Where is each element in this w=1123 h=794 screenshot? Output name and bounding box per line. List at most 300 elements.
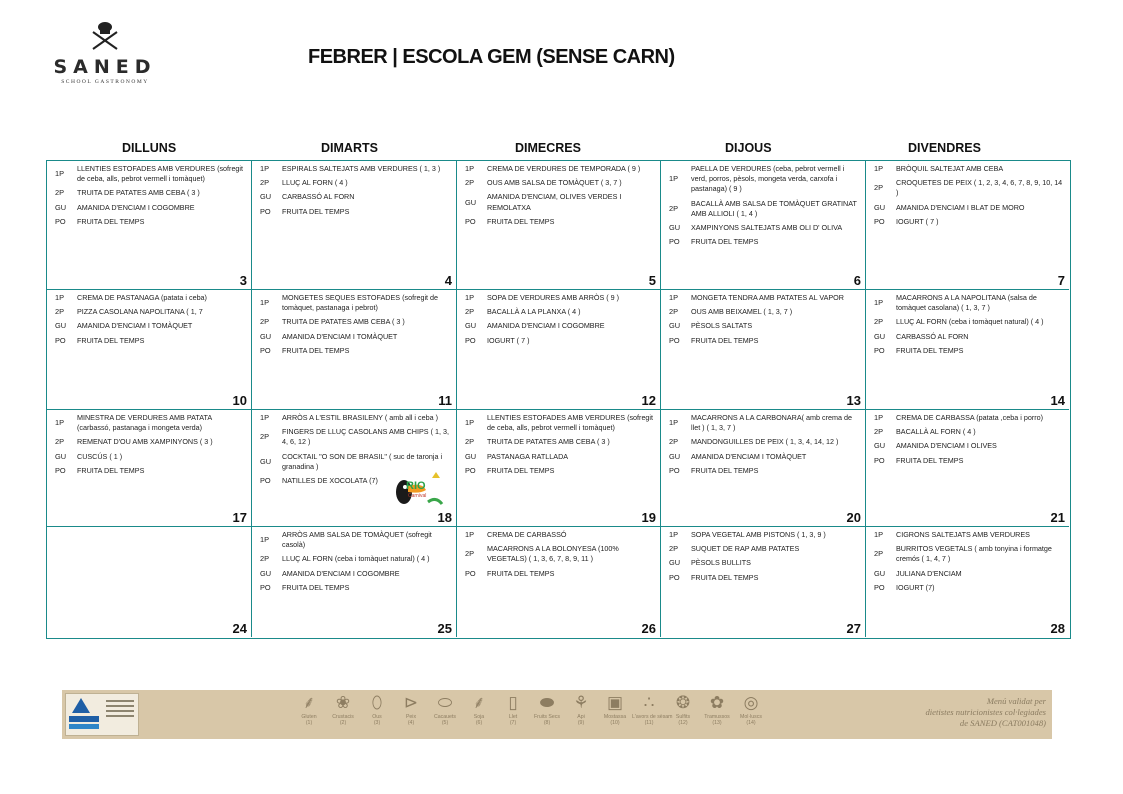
course-code: GU bbox=[874, 568, 886, 578]
allergen-item bbox=[428, 692, 462, 726]
allergen-item bbox=[326, 692, 360, 726]
day-number: 6 bbox=[853, 273, 861, 288]
soy-icon: ⸙ bbox=[472, 693, 486, 712]
dish-name: TRUITA DE PATATES AMB CEBA ( 3 ) bbox=[282, 317, 405, 327]
dish-name: FRUITA DEL TEMPS bbox=[691, 572, 759, 582]
allergen-number: (8) bbox=[543, 720, 551, 726]
allergen-name: Peix bbox=[405, 714, 417, 720]
dish-name: FRUITA DEL TEMPS bbox=[896, 455, 964, 465]
dish-name: BURRITOS VEGETALS ( amb tonyina i formatge cremós ( 1, 4, 7 ) bbox=[896, 544, 1052, 564]
menu-item bbox=[669, 164, 861, 195]
menu-item bbox=[669, 321, 861, 331]
lupin-icon: ✿ bbox=[709, 693, 725, 712]
course-code: 1P bbox=[55, 418, 65, 428]
course-code: GU bbox=[874, 441, 886, 451]
allergen-name: Tramussos bbox=[704, 714, 730, 720]
allergen-name: Mostassa bbox=[603, 714, 627, 720]
day-cell bbox=[866, 161, 1069, 290]
day-cell bbox=[252, 527, 457, 637]
dish-name: MINESTRA DE VERDURES AMB PATATA (carbassó, pastanaga i mongeta verda) bbox=[77, 413, 212, 433]
course-code: 1P bbox=[669, 418, 679, 428]
day-cell bbox=[661, 290, 866, 410]
menu-item bbox=[260, 452, 452, 472]
day-number: 12 bbox=[641, 393, 656, 408]
allergen-item bbox=[292, 692, 326, 726]
allergen-item bbox=[598, 692, 632, 726]
day-number: 7 bbox=[1057, 273, 1065, 288]
menu-item bbox=[465, 192, 656, 212]
course-code: 2P bbox=[465, 307, 475, 317]
allergen-name: Api bbox=[577, 714, 585, 720]
validation-note bbox=[925, 696, 1046, 729]
dish-name: FRUITA DEL TEMPS bbox=[77, 465, 145, 475]
allergen-number: (5) bbox=[441, 720, 449, 726]
dish-name: AMANIDA D'ENCIAM I COGOMBRE bbox=[487, 321, 605, 331]
menu-item bbox=[55, 188, 247, 198]
course-code: 1P bbox=[465, 530, 475, 539]
course-code: 2P bbox=[55, 188, 65, 198]
dish-name: REMENAT D'OU AMB XAMPINYONS ( 3 ) bbox=[77, 437, 213, 447]
course-code: 2P bbox=[260, 178, 270, 188]
day-cell bbox=[457, 410, 661, 527]
menu-item bbox=[669, 413, 861, 433]
course-code: PO bbox=[874, 455, 885, 465]
dish-name: ESPIRALS SALTEJATS AMB VERDURES ( 1, 3 ) bbox=[282, 164, 441, 173]
menu-item bbox=[260, 346, 452, 356]
dish-name: FRUITA DEL TEMPS bbox=[282, 345, 350, 355]
menu-item bbox=[874, 427, 1065, 437]
dish-name: FRUITA DEL TEMPS bbox=[691, 465, 759, 475]
dish-name: AMANIDA D'ENCIAM I COGOMBRE bbox=[282, 568, 400, 578]
dish-name: BRÒQUIL SALTEJAT AMB CEBA bbox=[896, 164, 1004, 173]
menu-item bbox=[260, 207, 452, 217]
saned-logo bbox=[50, 20, 160, 85]
menu-item bbox=[669, 452, 861, 462]
menu-item bbox=[669, 466, 861, 476]
dish-name: TRUITA DE PATATES AMB CEBA ( 3 ) bbox=[77, 188, 200, 198]
dish-name: JULIANA D'ENCIAM bbox=[896, 568, 962, 578]
course-code: 2P bbox=[55, 437, 65, 447]
allergen-name: Fruits Secs bbox=[534, 714, 560, 720]
allergen-number: (13) bbox=[712, 720, 722, 726]
dish-name: IOGURT (7) bbox=[896, 582, 935, 592]
allergen-number: (10) bbox=[610, 720, 620, 726]
course-code: GU bbox=[874, 331, 886, 341]
menu-item bbox=[260, 583, 452, 593]
course-code: GU bbox=[260, 192, 272, 202]
menu-item bbox=[874, 544, 1065, 564]
menu-item bbox=[874, 203, 1065, 213]
dish-name: PAELLA DE VERDURES (ceba, pebrot vermell i verd, porros, pèsols, mongeta verda, carxofa i pastanaga) ( 9 ) bbox=[691, 164, 845, 194]
day-number: 4 bbox=[444, 273, 452, 288]
day-cell bbox=[866, 527, 1069, 637]
dish-name: BACALLÀ A LA PLANXA ( 4 ) bbox=[487, 307, 581, 317]
course-code: 1P bbox=[874, 164, 884, 173]
dish-name: AMANIDA D'ENCIAM I TOMÀQUET bbox=[691, 451, 807, 461]
allergen-name: Cacauets bbox=[434, 714, 456, 720]
dish-name: CREMA DE CARBASSA (patata ,ceba i porro) bbox=[896, 413, 1044, 422]
egg-icon: ⬯ bbox=[371, 693, 383, 712]
carnival-toucan-icon bbox=[392, 472, 444, 512]
course-code: GU bbox=[874, 202, 886, 212]
course-code: 1P bbox=[260, 298, 270, 308]
day-cell bbox=[47, 527, 252, 637]
dish-name: FRUITA DEL TEMPS bbox=[487, 216, 555, 226]
menu-item bbox=[465, 178, 656, 188]
day-number: 24 bbox=[232, 621, 247, 636]
course-code: PO bbox=[874, 345, 885, 355]
menu-item bbox=[260, 427, 452, 447]
day-number: 5 bbox=[648, 273, 656, 288]
day-number: 18 bbox=[437, 510, 452, 525]
dish-name: CIGRONS SALTEJATS AMB VERDURES bbox=[896, 530, 1030, 539]
dish-name: TRUITA DE PATATES AMB CEBA ( 3 ) bbox=[487, 437, 610, 447]
allergen-number: (7) bbox=[509, 720, 517, 726]
dish-name: CROQUETES DE PEIX ( 1, 2, 3, 4, 6, 7, 8, 9, 10, 14 ) bbox=[896, 178, 1063, 198]
menu-item bbox=[874, 332, 1065, 342]
course-code: PO bbox=[465, 465, 476, 475]
mustard-icon: ▣ bbox=[606, 693, 624, 712]
dish-name: AMANIDA D'ENCIAM I TOMÀQUET bbox=[282, 331, 398, 341]
course-code: PO bbox=[669, 335, 680, 345]
course-code: 2P bbox=[260, 432, 270, 442]
dish-name: FRUITA DEL TEMPS bbox=[282, 206, 350, 216]
course-code: GU bbox=[669, 223, 681, 233]
menu-item bbox=[465, 336, 656, 346]
menu-calendar-grid bbox=[46, 160, 1071, 639]
menu-item bbox=[55, 321, 247, 331]
course-code: PO bbox=[260, 206, 271, 216]
dish-name: FRUITA DEL TEMPS bbox=[896, 345, 964, 355]
dish-name: SUQUET DE RAP AMB PATATES bbox=[691, 544, 800, 554]
dish-name: ARRÒS AMB SALSA DE TOMÀQUET (sofregit casolà) bbox=[282, 530, 432, 550]
dish-name: IOGURT ( 7 ) bbox=[896, 216, 939, 226]
carnival-label: RIO bbox=[406, 480, 426, 492]
course-code: GU bbox=[260, 568, 272, 578]
certification-triangle-icon bbox=[72, 698, 90, 713]
sulphite-icon: ❂ bbox=[675, 693, 691, 712]
day-header-thursday: DIJOUS bbox=[725, 141, 772, 155]
course-code: 2P bbox=[465, 437, 475, 447]
validation-line: dietistes nutricionistes col·legiades bbox=[925, 707, 1046, 717]
course-code: PO bbox=[260, 476, 271, 486]
dish-name: AMANIDA D'ENCIAM I BLAT DE MORO bbox=[896, 202, 1025, 212]
course-code: GU bbox=[669, 321, 681, 331]
allergen-name: Soja bbox=[473, 714, 485, 720]
course-code: 2P bbox=[465, 178, 475, 188]
dish-name: MANDONGUILLES DE PEIX ( 1, 3, 4, 14, 12 ) bbox=[691, 437, 839, 447]
menu-item bbox=[669, 293, 861, 303]
course-code: PO bbox=[55, 216, 66, 226]
course-code: PO bbox=[669, 237, 680, 247]
dish-name: MONGETES SEQUES ESTOFADES (sofregit de tomàquet, pastanaga i pebrot) bbox=[282, 293, 439, 313]
dish-name: LLUÇ AL FORN (ceba i tomàquet natural) ( 4 ) bbox=[282, 554, 430, 564]
menu-item bbox=[260, 530, 452, 550]
celery-icon: ⚘ bbox=[573, 693, 589, 712]
menu-item bbox=[874, 413, 1065, 423]
dish-name: FRUITA DEL TEMPS bbox=[487, 465, 555, 475]
course-code: GU bbox=[669, 451, 681, 461]
dish-name: BACALLÀ AMB SALSA DE TOMÀQUET GRATINAT AMB ALLIOLI ( 1, 4 ) bbox=[691, 198, 857, 218]
milk-icon: ▯ bbox=[508, 693, 518, 712]
allergen-number: (11) bbox=[644, 720, 654, 726]
allergen-item bbox=[530, 692, 564, 726]
course-code: 2P bbox=[465, 549, 475, 559]
dish-name: CARBASSÓ AL FORN bbox=[896, 331, 969, 341]
allergen-number: (2) bbox=[339, 720, 347, 726]
allergen-item bbox=[632, 692, 673, 726]
dish-name: IOGURT ( 7 ) bbox=[487, 335, 530, 345]
day-cell bbox=[661, 527, 866, 637]
day-cell bbox=[252, 290, 457, 410]
dish-name: SOPA VEGETAL AMB PISTONS ( 1, 3, 9 ) bbox=[691, 530, 826, 539]
course-code: 1P bbox=[874, 530, 884, 539]
day-header-wednesday: DIMECRES bbox=[515, 141, 581, 155]
dish-name: LLUÇ AL FORN (ceba i tomàquet natural) ( 4 ) bbox=[896, 317, 1044, 327]
course-code: 2P bbox=[874, 549, 884, 559]
day-number: 10 bbox=[232, 393, 247, 408]
day-cell bbox=[661, 410, 866, 527]
menu-item bbox=[874, 569, 1065, 579]
menu-item bbox=[874, 217, 1065, 227]
day-number: 19 bbox=[641, 510, 656, 525]
menu-item bbox=[55, 466, 247, 476]
menu-item bbox=[874, 583, 1065, 593]
allergen-number: (3) bbox=[373, 720, 381, 726]
day-number: 14 bbox=[1050, 393, 1065, 408]
allergen-number: (4) bbox=[407, 720, 415, 726]
course-code: 1P bbox=[260, 535, 270, 545]
menu-item bbox=[260, 293, 452, 313]
dish-name: FRUITA DEL TEMPS bbox=[77, 335, 145, 345]
menu-item bbox=[874, 456, 1065, 466]
course-code: GU bbox=[465, 321, 477, 331]
menu-item bbox=[874, 164, 1065, 174]
menu-item bbox=[260, 332, 452, 342]
page-title: FEBRER | ESCOLA GEM (SENSE CARN) bbox=[308, 46, 675, 68]
allergen-name: Llet bbox=[508, 714, 518, 720]
course-code: 1P bbox=[669, 293, 679, 302]
course-code: 1P bbox=[874, 298, 884, 308]
course-code: 1P bbox=[874, 413, 884, 422]
course-code: GU bbox=[465, 197, 477, 207]
menu-item bbox=[465, 569, 656, 579]
mollusc-icon: ◎ bbox=[743, 693, 759, 712]
course-code: 1P bbox=[669, 530, 679, 539]
dish-name: AMANIDA D'ENCIAM I TOMÀQUET bbox=[77, 321, 193, 331]
course-code: 2P bbox=[874, 183, 884, 193]
menu-item bbox=[874, 441, 1065, 451]
day-header-monday: DILLUNS bbox=[122, 141, 177, 155]
allergen-item bbox=[700, 692, 734, 726]
course-code: 1P bbox=[55, 293, 65, 302]
dish-name: PÈSOLS SALTATS bbox=[691, 321, 753, 331]
day-number: 20 bbox=[846, 510, 861, 525]
menu-item bbox=[55, 217, 247, 227]
course-code: PO bbox=[260, 345, 271, 355]
course-code: 2P bbox=[669, 203, 679, 213]
allergen-legend bbox=[292, 692, 768, 726]
allergen-item bbox=[394, 692, 428, 726]
day-cell bbox=[866, 290, 1069, 410]
dish-name: AMANIDA D'ENCIAM I OLIVES bbox=[896, 441, 997, 451]
validation-line: Menú validat per bbox=[986, 696, 1046, 706]
course-code: 1P bbox=[465, 293, 475, 302]
dish-name: CARBASSÓ AL FORN bbox=[282, 192, 355, 202]
course-code: 2P bbox=[669, 307, 679, 317]
dish-name: LLENTIES ESTOFADES AMB VERDURES (sofregit de ceba, alls, pebrot vermell i tomàquet) bbox=[77, 164, 244, 184]
course-code: PO bbox=[465, 568, 476, 578]
dish-name: CUSCÚS ( 1 ) bbox=[77, 451, 123, 461]
menu-item bbox=[465, 217, 656, 227]
menu-item bbox=[669, 336, 861, 346]
day-header-tuesday: DIMARTS bbox=[321, 141, 378, 155]
menu-item bbox=[669, 237, 861, 247]
menu-item bbox=[260, 554, 452, 564]
menu-item bbox=[669, 307, 861, 317]
menu-item bbox=[260, 164, 452, 174]
allergen-name: Sulfits bbox=[675, 714, 691, 720]
dish-name: MACARRONS A LA CARBONARA( amb crema de llet ) ( 1, 3, 7 ) bbox=[691, 413, 852, 433]
menu-item bbox=[465, 307, 656, 317]
course-code: GU bbox=[55, 202, 67, 212]
course-code: PO bbox=[669, 465, 680, 475]
allergen-item bbox=[462, 692, 496, 726]
chef-hat-icon bbox=[50, 20, 160, 54]
menu-item bbox=[874, 178, 1065, 198]
dish-name: MONGETA TENDRA AMB PATATES AL VAPOR bbox=[691, 293, 844, 302]
course-code: 2P bbox=[669, 544, 679, 554]
menu-item bbox=[55, 293, 247, 303]
day-header-friday: DIVENDRES bbox=[908, 141, 981, 155]
dish-name: LLUÇ AL FORN ( 4 ) bbox=[282, 178, 348, 188]
allergen-name: Ous bbox=[372, 714, 382, 720]
course-code: PO bbox=[874, 216, 885, 226]
dish-name: COCKTAIL "O SON DE BRASIL" ( suc de taronja i granadina ) bbox=[282, 451, 443, 471]
menu-item bbox=[55, 307, 247, 317]
menu-item bbox=[669, 223, 861, 233]
course-code: GU bbox=[260, 456, 272, 466]
menu-item bbox=[874, 530, 1065, 540]
logo-tagline: SCHOOL GASTRONOMY bbox=[61, 79, 149, 85]
menu-item bbox=[669, 437, 861, 447]
allergen-number: (1) bbox=[305, 720, 313, 726]
course-code: PO bbox=[465, 335, 476, 345]
menu-item bbox=[55, 336, 247, 346]
course-code: 2P bbox=[260, 554, 270, 564]
course-code: PO bbox=[260, 582, 271, 592]
dish-name: MACARRONS A LA BOLONYESA (100% VEGETALS) ( 1, 3, 6, 7, 8, 9, 11 ) bbox=[487, 544, 619, 564]
dish-name: AMANIDA D'ENCIAM, OLIVES VERDES I REMOLATXA bbox=[487, 192, 622, 212]
sesame-icon: ∴ bbox=[643, 693, 655, 712]
day-cell bbox=[47, 410, 252, 527]
menu-item bbox=[465, 413, 656, 433]
allergen-item bbox=[496, 692, 530, 726]
course-code: 2P bbox=[874, 317, 884, 327]
course-code: GU bbox=[260, 331, 272, 341]
dish-name: FRUITA DEL TEMPS bbox=[77, 216, 145, 226]
certification-badge bbox=[65, 693, 139, 736]
menu-item bbox=[465, 452, 656, 462]
menu-item bbox=[260, 192, 452, 202]
menu-item bbox=[874, 346, 1065, 356]
menu-item bbox=[55, 437, 247, 447]
course-code: GU bbox=[669, 558, 681, 568]
dish-name: FRUITA DEL TEMPS bbox=[691, 335, 759, 345]
day-cell bbox=[47, 290, 252, 410]
logo-brand: SANED bbox=[53, 56, 157, 78]
day-cell bbox=[252, 161, 457, 290]
allergen-item bbox=[666, 692, 700, 726]
dish-name: FRUITA DEL TEMPS bbox=[691, 237, 759, 247]
day-number: 28 bbox=[1050, 621, 1065, 636]
dish-name: CREMA DE PASTANAGA (patata i ceba) bbox=[77, 293, 207, 302]
dish-name: LLENTIES ESTOFADES AMB VERDURES (sofregit de ceba, alls, pebrot vermell i tomàquet) bbox=[487, 413, 654, 433]
course-code: GU bbox=[55, 321, 67, 331]
course-code: 1P bbox=[260, 164, 270, 173]
dish-name: OUS AMB SALSA DE TOMÀQUET ( 3, 7 ) bbox=[487, 178, 622, 188]
day-number: 27 bbox=[846, 621, 861, 636]
course-code: PO bbox=[874, 582, 885, 592]
allergen-name: Crustacis bbox=[332, 714, 354, 720]
day-number: 25 bbox=[437, 621, 452, 636]
course-code: PO bbox=[669, 572, 680, 582]
dish-name: AMANIDA D'ENCIAM I COGOMBRE bbox=[77, 202, 195, 212]
allergen-item bbox=[564, 692, 598, 726]
day-cell bbox=[457, 527, 661, 637]
dish-name: CREMA DE CARBASSÓ bbox=[487, 530, 567, 539]
day-number: 21 bbox=[1050, 510, 1065, 525]
allergen-item bbox=[734, 692, 768, 726]
menu-item bbox=[260, 413, 452, 423]
course-code: 2P bbox=[260, 317, 270, 327]
day-number: 17 bbox=[232, 510, 247, 525]
menu-item bbox=[260, 178, 452, 188]
day-cell bbox=[457, 161, 661, 290]
menu-item bbox=[669, 544, 861, 554]
dish-name: PASTANAGA RATLLADA bbox=[487, 451, 569, 461]
day-cell bbox=[457, 290, 661, 410]
wheat-icon: ⸙ bbox=[302, 693, 316, 712]
day-number: 11 bbox=[438, 393, 452, 408]
menu-item bbox=[874, 317, 1065, 327]
course-code: PO bbox=[465, 216, 476, 226]
day-cell bbox=[252, 410, 457, 527]
course-code: 1P bbox=[465, 418, 475, 428]
dish-name: SOPA DE VERDURES AMB ARRÒS ( 9 ) bbox=[487, 293, 620, 302]
fish-icon: ⊳ bbox=[403, 693, 419, 712]
menu-item bbox=[465, 530, 656, 540]
course-code: GU bbox=[465, 451, 477, 461]
allergen-footer bbox=[62, 690, 1052, 739]
carnival-sublabel: Carnival bbox=[408, 493, 427, 499]
allergen-name: L'avors de sèsam bbox=[632, 714, 673, 720]
dish-name: NATILLES DE XOCOLATA (7) bbox=[282, 476, 378, 486]
course-code: GU bbox=[55, 451, 67, 461]
peanut-icon: ⬭ bbox=[437, 693, 453, 712]
menu-item bbox=[465, 321, 656, 331]
crab-icon: ❀ bbox=[335, 693, 351, 712]
course-code: 1P bbox=[55, 169, 65, 179]
allergen-item bbox=[360, 692, 394, 726]
menu-item bbox=[260, 569, 452, 579]
menu-item bbox=[465, 293, 656, 303]
menu-item bbox=[260, 317, 452, 327]
allergen-number: (9) bbox=[577, 720, 585, 726]
menu-item bbox=[55, 203, 247, 213]
day-number: 13 bbox=[846, 393, 861, 408]
allergen-number: (12) bbox=[678, 720, 688, 726]
